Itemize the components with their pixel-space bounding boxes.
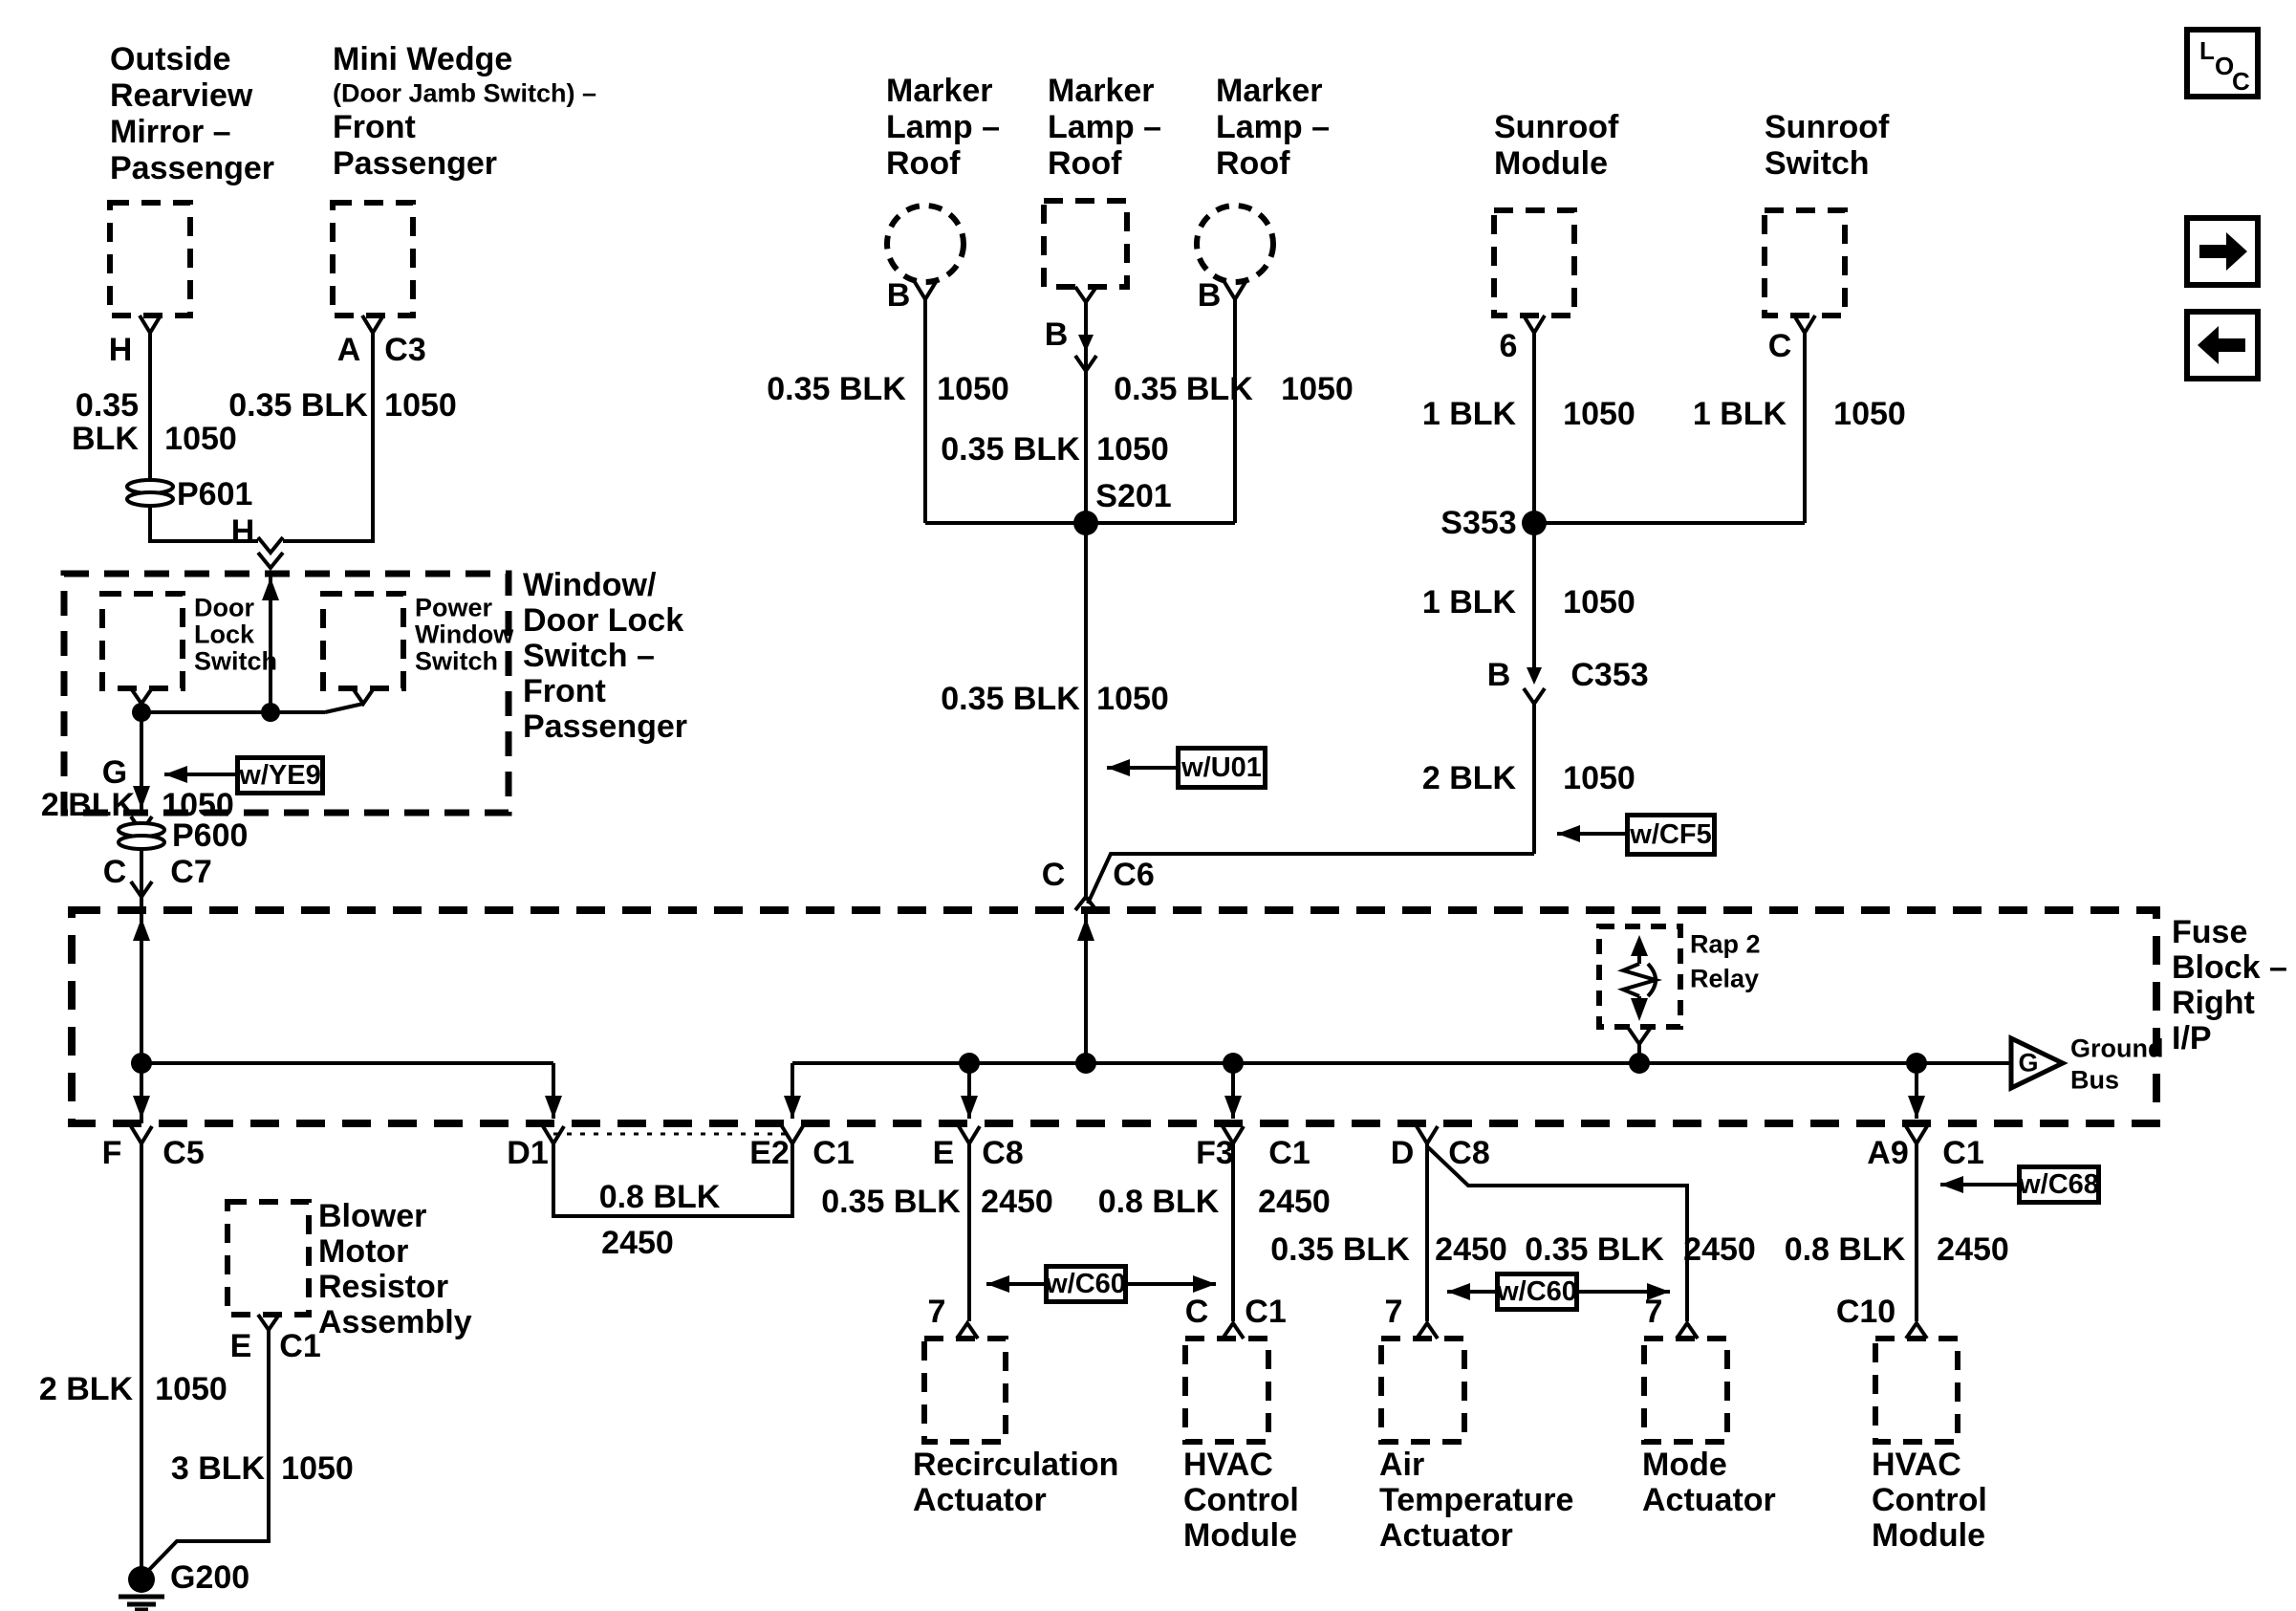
hvac-module-2-name: Control bbox=[1872, 1482, 1987, 1518]
ref-link-ye9[interactable]: w/YE9 bbox=[235, 755, 325, 795]
window-box-name: Door Lock bbox=[523, 602, 684, 639]
exit-pin-f3: F3 bbox=[1196, 1135, 1234, 1171]
marker-lamp-right-name: Lamp – bbox=[1216, 109, 1331, 145]
exit-conn-c5: C5 bbox=[162, 1135, 205, 1171]
marker-lamp-left-name: Roof bbox=[886, 145, 961, 182]
blower-resistor-name: Assembly bbox=[318, 1304, 472, 1340]
sunroof-module-name: Sunroof bbox=[1494, 109, 1619, 145]
wire-label: 0.35 BLK bbox=[1114, 371, 1253, 407]
rap2-relay-name: Relay bbox=[1690, 964, 1760, 993]
hvac-module-1-name: Control bbox=[1183, 1482, 1299, 1518]
marker-lamp-mid-name: Marker bbox=[1048, 73, 1155, 109]
mini-wedge-name-line: Front bbox=[333, 109, 416, 145]
ref-link-c60-left[interactable]: w/C60 bbox=[1044, 1264, 1128, 1304]
wire-label: 1050 bbox=[1563, 760, 1635, 796]
wire-label: 0.8 BLK bbox=[1097, 1184, 1220, 1220]
hvac-module-2-name: Module bbox=[1872, 1517, 1985, 1554]
wire-label: 1050 bbox=[1563, 584, 1635, 620]
connector-label-c1: C1 bbox=[1245, 1294, 1287, 1330]
left-arrow-icon bbox=[2190, 315, 2255, 376]
wire-label: 1050 bbox=[162, 787, 234, 823]
connector-label-c7: C7 bbox=[170, 854, 212, 890]
marker-lamp-left-name: Marker bbox=[886, 73, 993, 109]
mini-wedge-name-line: Mini Wedge bbox=[333, 41, 513, 77]
exit-conn-c1: C1 bbox=[1268, 1135, 1310, 1171]
wire-label: 1050 bbox=[937, 371, 1009, 407]
pin-label-c: C bbox=[1767, 328, 1792, 364]
pin-label-7: 7 bbox=[1644, 1294, 1663, 1330]
pin-label-h-merge: H bbox=[230, 513, 255, 550]
wire-label: 3 BLK bbox=[170, 1450, 266, 1487]
blower-resistor-name: Motor bbox=[318, 1233, 409, 1270]
sunroof-module-box bbox=[1494, 210, 1574, 316]
wire-label: 1050 bbox=[1096, 681, 1169, 717]
wire-label: 1050 bbox=[1563, 396, 1635, 432]
mode-actuator-name: Mode bbox=[1642, 1447, 1727, 1483]
marker-lamp-left-circle bbox=[887, 206, 964, 282]
exit-pin-f: F bbox=[101, 1135, 122, 1171]
sunroof-switch-name: Sunroof bbox=[1765, 109, 1890, 145]
pin-label-7: 7 bbox=[1384, 1294, 1403, 1330]
ref-link-u01[interactable]: w/U01 bbox=[1176, 746, 1267, 790]
outside-mirror-name-line: Passenger bbox=[110, 150, 274, 186]
fuse-block-box bbox=[72, 910, 2156, 1123]
wire-label: 0.35 BLK bbox=[228, 387, 368, 424]
wire-label: 1 BLK bbox=[1692, 396, 1787, 432]
mini-wedge-name-line: Passenger bbox=[333, 145, 497, 182]
mode-actuator-box bbox=[1644, 1339, 1727, 1442]
pin-label-g: G bbox=[101, 754, 128, 791]
wire-label: 1050 bbox=[384, 387, 457, 424]
air-temp-actuator-name: Air bbox=[1379, 1447, 1425, 1483]
connector-label-c10: C10 bbox=[1835, 1294, 1896, 1330]
connector-label-c353: C353 bbox=[1570, 657, 1649, 693]
power-window-switch-box bbox=[323, 594, 403, 688]
exit-pin-d: D bbox=[1390, 1135, 1415, 1171]
marker-lamp-right-name: Marker bbox=[1216, 73, 1323, 109]
hvac-module-2-name: HVAC bbox=[1872, 1447, 1961, 1483]
marker-lamp-mid-name: Roof bbox=[1048, 145, 1122, 182]
hvac-module-1-name: Module bbox=[1183, 1517, 1297, 1554]
sunroof-switch-box bbox=[1765, 210, 1845, 316]
wire-label: 2450 bbox=[601, 1225, 674, 1261]
hvac-module-1-name: HVAC bbox=[1183, 1447, 1273, 1483]
wire-label: 0.35 bbox=[75, 387, 140, 424]
wire-label: 0.35 BLK bbox=[941, 681, 1080, 717]
door-lock-switch-box bbox=[102, 594, 183, 688]
wire-label: 1050 bbox=[1096, 431, 1169, 468]
recirculation-actuator-box bbox=[924, 1339, 1006, 1442]
blower-resistor-name: Resistor bbox=[318, 1269, 449, 1305]
marker-lamp-right-circle bbox=[1197, 206, 1273, 282]
pin-label-b: B bbox=[1197, 277, 1222, 314]
ref-link-c68[interactable]: w/C68 bbox=[2017, 1165, 2101, 1205]
ground-label-g200: G200 bbox=[170, 1559, 250, 1596]
sunroof-switch-name: Switch bbox=[1765, 145, 1870, 182]
pin-label-c: C bbox=[1184, 1294, 1209, 1330]
ground-g200-dot bbox=[128, 1566, 155, 1593]
pin-label-c: C bbox=[1041, 857, 1066, 893]
splice-dots bbox=[128, 511, 1927, 1596]
wire-label: 0.35 BLK bbox=[767, 371, 906, 407]
mode-actuator-name: Actuator bbox=[1642, 1482, 1776, 1518]
fuse-block-name: Block – bbox=[2172, 949, 2287, 986]
window-box-name: Passenger bbox=[523, 708, 687, 745]
pin-label-b: B bbox=[1044, 316, 1069, 353]
outside-mirror-name-line: Mirror – bbox=[110, 114, 231, 150]
door-lock-switch-name: Lock bbox=[194, 620, 255, 649]
exit-pin-a9: A9 bbox=[1867, 1135, 1909, 1171]
exit-pin-e: E bbox=[932, 1135, 955, 1171]
relay-coil-symbol bbox=[1623, 956, 1656, 1000]
power-window-switch-name: Window bbox=[415, 620, 514, 649]
air-temp-actuator-name: Temperature bbox=[1379, 1482, 1574, 1518]
blower-resistor-box bbox=[227, 1202, 309, 1315]
wire-label: 1050 bbox=[164, 421, 237, 457]
marker-lamp-mid-box bbox=[1044, 201, 1127, 287]
fuse-block-name: Right bbox=[2172, 985, 2255, 1021]
wire-label: BLK bbox=[72, 421, 139, 457]
marker-lamp-mid-name: Lamp – bbox=[1048, 109, 1162, 145]
splice-label-s201: S201 bbox=[1095, 478, 1172, 514]
splice-label-p600: P600 bbox=[172, 817, 249, 854]
hvac-module-1-box bbox=[1185, 1339, 1268, 1442]
wire-label: 0.35 BLK bbox=[1525, 1231, 1664, 1268]
marker-lamp-left-name: Lamp – bbox=[886, 109, 1001, 145]
rap2-relay-name: Rap 2 bbox=[1690, 929, 1761, 959]
exit-pin-d1: D1 bbox=[507, 1135, 549, 1171]
window-box-name: Switch – bbox=[523, 638, 655, 674]
ground-bus-name: Bus bbox=[2070, 1065, 2120, 1095]
ref-link-c60-right[interactable]: w/C60 bbox=[1495, 1272, 1579, 1312]
wire-label: 1050 bbox=[155, 1371, 227, 1407]
splice-s201-dot bbox=[1073, 511, 1098, 535]
ground-bus-g: G bbox=[2018, 1048, 2039, 1078]
fuse-block-name: Fuse bbox=[2172, 914, 2248, 950]
next-page-button[interactable] bbox=[2184, 215, 2261, 288]
wire-label: 0.8 BLK bbox=[1784, 1231, 1906, 1268]
ground-bus-name: Ground bbox=[2070, 1034, 2164, 1063]
splice-label-p601: P601 bbox=[177, 476, 253, 512]
wire-label: 2450 bbox=[1258, 1184, 1331, 1220]
mini-wedge-name-line: (Door Jamb Switch) – bbox=[333, 78, 597, 108]
splice-label-s353: S353 bbox=[1440, 505, 1517, 541]
pin-label-e: E bbox=[229, 1328, 252, 1364]
pin-label-a: A bbox=[336, 332, 361, 368]
mini-wedge-box bbox=[333, 203, 413, 316]
wire-label: 2 BLK bbox=[1421, 760, 1517, 796]
loc-button[interactable] bbox=[2184, 27, 2261, 99]
prev-page-button[interactable] bbox=[2184, 309, 2261, 381]
hvac-module-2-box bbox=[1875, 1339, 1958, 1442]
wire-label: 2450 bbox=[1683, 1231, 1756, 1268]
loc-letter-o: O bbox=[2215, 52, 2235, 80]
connector-label-c6: C6 bbox=[1113, 857, 1155, 893]
sunroof-module-name: Module bbox=[1494, 145, 1608, 182]
air-temp-actuator-name: Actuator bbox=[1379, 1517, 1513, 1554]
pin-label-6: 6 bbox=[1499, 328, 1518, 364]
wire-label: 1050 bbox=[1833, 396, 1906, 432]
wire-label: 0.8 BLK bbox=[598, 1179, 721, 1215]
exit-conn-c8: C8 bbox=[1448, 1135, 1490, 1171]
pin-label-b: B bbox=[886, 277, 911, 314]
wire-label: 0.35 BLK bbox=[941, 431, 1080, 468]
outside-mirror-box bbox=[110, 203, 190, 316]
ref-link-cf5[interactable]: w/CF5 bbox=[1625, 813, 1717, 857]
wire-label: 1050 bbox=[1281, 371, 1354, 407]
marker-lamp-right-name: Roof bbox=[1216, 145, 1290, 182]
wire-label: 2450 bbox=[981, 1184, 1053, 1220]
wire-label: 0.35 BLK bbox=[1270, 1231, 1410, 1268]
ground-symbol bbox=[119, 1597, 164, 1610]
exit-pin-e2: E2 bbox=[749, 1135, 790, 1171]
outside-mirror-name-line: Rearview bbox=[110, 77, 253, 114]
air-temp-actuator-box bbox=[1381, 1339, 1464, 1442]
wire-label: 2 BLK bbox=[40, 787, 136, 823]
exit-conn-c1: C1 bbox=[1942, 1135, 1984, 1171]
exit-conn-c8: C8 bbox=[982, 1135, 1024, 1171]
right-arrow-icon bbox=[2190, 221, 2255, 282]
pin-label-b: B bbox=[1486, 657, 1511, 693]
wire-label: 2 BLK bbox=[38, 1371, 134, 1407]
wire-label: 2450 bbox=[1435, 1231, 1507, 1268]
recirculation-actuator-name: Recirculation bbox=[913, 1447, 1119, 1483]
pin-label-h: H bbox=[108, 332, 133, 368]
wire-label: 1 BLK bbox=[1421, 584, 1517, 620]
pin-label-7: 7 bbox=[927, 1294, 946, 1330]
wire-label: 1 BLK bbox=[1421, 396, 1517, 432]
loc-letter-l: L bbox=[2199, 36, 2215, 65]
window-box-name: Window/ bbox=[523, 567, 657, 603]
outside-mirror-name-line: Outside bbox=[110, 41, 231, 77]
blower-resistor-name: Blower bbox=[318, 1198, 427, 1234]
power-window-switch-name: Switch bbox=[415, 646, 499, 676]
recirculation-actuator-name: Actuator bbox=[913, 1482, 1047, 1518]
connector-label-c3: C3 bbox=[384, 332, 426, 368]
loc-letter-c: C bbox=[2232, 67, 2250, 96]
exit-conn-c1: C1 bbox=[812, 1135, 855, 1171]
window-box-name: Front bbox=[523, 673, 606, 709]
connector-label-c1: C1 bbox=[279, 1328, 321, 1364]
wire-label: 2450 bbox=[1937, 1231, 2009, 1268]
pin-label-c: C bbox=[102, 854, 127, 890]
power-window-switch-name: Power bbox=[415, 593, 493, 622]
wire-label: 1050 bbox=[281, 1450, 354, 1487]
splice-s353-dot bbox=[1522, 511, 1547, 535]
fuse-block-name: I/P bbox=[2172, 1020, 2212, 1056]
wire-label: 0.35 BLK bbox=[821, 1184, 961, 1220]
door-lock-switch-name: Switch bbox=[194, 646, 278, 676]
door-lock-switch-name: Door bbox=[194, 593, 254, 622]
